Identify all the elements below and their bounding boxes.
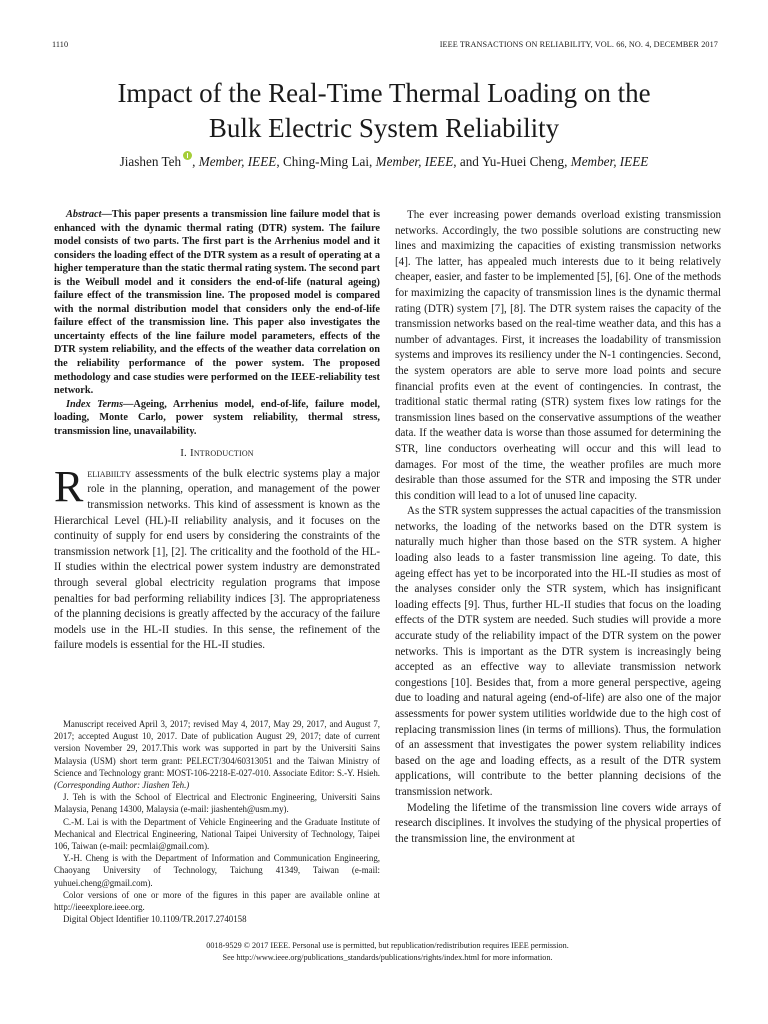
journal-name: IEEE TRANSACTIONS ON RELIABILITY, VOL. 66, NO. 4, DECEMBER 2017 bbox=[439, 40, 718, 49]
footnotes bbox=[54, 718, 380, 925]
footnote-doi: Digital Object Identifier 10.1109/TR.2017.2740158 bbox=[63, 914, 247, 925]
left-column bbox=[54, 208, 380, 654]
section-title: Introduction bbox=[189, 447, 254, 460]
index-terms-label: Index Terms bbox=[66, 398, 124, 410]
paper-title bbox=[40, 76, 728, 146]
author-teh: Jiashen Teh bbox=[119, 154, 182, 169]
body-paragraph: Modeling the lifetime of the transmission line covers wide arrays of research disciplines. It involves the studying of the physical properties of the transmission line, the environment at bbox=[395, 801, 721, 845]
body-paragraph: The ever increasing power demands overload existing transmission networks. Accordingly, the two possible solutions are constructing new lines and maximizing the capacities of existing transmission networks [4]. The latter, has appealed much interests due to it being relatively cheaper, easier, and faster to be implemented [5], [6]. One of the methods for maximizing the capacity of transmission lines is the dynamic thermal rating (DTR) system [7], [8]. The DTR system raises the capacity of the transmission networks based on the real-time weather data, and this has a number of advantages. First, it increases the loadability of transmission systems and improves its resiliency under the N-1 contingencies. Second, the system operators are able to serve more load points and secure financial profits even at the event of contingencies. In contrast, the traditional static thermal rating (STR) system fixes low ratings for the transmission lines based on the conservative assumptions of the weather data. If the weather data is worse than those assumed for determining the STR, line conductors overheating will occur and this will lead to damages. For most of the time, the weather profiles are much more desirable than those assumed for the STR and imposing the STR under this condition will lead to a lot of unused line capacity. bbox=[395, 209, 721, 502]
abstract-text: —This paper presents a transmission line failure model that is enhanced with the dynamic thermal rating (DTR) system. The failure model consists of two parts. The first part is the Arrhenius model and it considers the loading effect of the DTR system as a result of operating at a higher temperature than the static thermal rating system. The second part is the Weibull model and it considers the end-of-life (natural ageing) failure effect of the transmission line. The proposed model is compared with the normal distribution model that considers only the end-of-life failure effect of the transmission line. This paper also investigates the uncertainty effects of the line failure model parameters, effects of the DTR system reliability, and the effects of the weather data correlation on the reliability performance of the power system. The proposed methodology and case studies were performed on the IEEE-reliability test network. bbox=[54, 209, 380, 397]
abstract-label: Abstract bbox=[66, 209, 102, 220]
author-membership: Member, IEEE bbox=[198, 154, 277, 169]
author-cheng: , and Yu-Huei Cheng, bbox=[453, 154, 571, 169]
footnote-affiliation-teh: J. Teh is with the School of Electrical and Electronic Engineering, Universiti Sains Malaysia, Penang 14300, Malaysia (e-mail: jiashenteh@usm.my). bbox=[54, 792, 380, 815]
footnote-manuscript bbox=[54, 718, 380, 791]
section-heading bbox=[54, 446, 380, 462]
running-header bbox=[52, 40, 718, 52]
title-line-1: Impact of the Real-Time Thermal Loading on the bbox=[117, 78, 651, 108]
body-paragraph: As the STR system suppresses the actual capacities of the transmission networks, the loading of the networks based on the DTR system is naturally much higher than those based on the STR system. A higher loading also leads to a faster transmission line ageing. To date, this ageing effect has yet to be incorporated into the HL-II studies as most of the analyses consider only the STR system, which has insignificant loading effects [9]. Thus, further HL-II studies that focus on the loading effects of the DTR system are needed. Such studies will provide a more accurate study of the reliability impact of the DTR system on the power networks. This is important as the DTR system is increasingly being accepted as an effective way to alleviate transmission network congestions [10]. Besides that, from a more general perspective, ageing due to loading and natural ageing (end-of-life) are also one of the major assessments for power system utilities worldwide due to the high cost of replacing transmission lines (in terms of millions). Thus, the formulation of an assessment that investigates the power system reliability indices based on the age and loading effects, as a result of the DTR system applications, will contribute to the better planning decisions of the transmission network. bbox=[395, 505, 721, 798]
corresponding-author: (Corresponding Author: Jiashen Teh.) bbox=[54, 780, 190, 791]
author-line bbox=[40, 151, 728, 171]
copyright-footer bbox=[54, 940, 721, 964]
index-terms-text: —Ageing, Arrhenius model, end-of-life, failure model, loading, Monte Carlo, power system reliability, thermal stress, transmission line, unavailability. bbox=[54, 398, 380, 437]
abstract bbox=[54, 208, 380, 438]
right-column bbox=[395, 208, 721, 847]
section-number: I. bbox=[180, 447, 190, 460]
orcid-icon[interactable] bbox=[183, 151, 192, 160]
author-lai: , Ching-Ming Lai, bbox=[276, 154, 376, 169]
author-membership: Member, IEEE bbox=[375, 154, 454, 169]
intro-paragraph bbox=[54, 461, 380, 654]
copyright-line: 0018-9529 © 2017 IEEE. Personal use is permitted, but republication/redistribution requires IEEE permission. bbox=[206, 941, 569, 950]
footnote-affiliation-cheng: Y.-H. Cheng is with the Department of Information and Communication Engineering, Chaoyang University of Technology, Taichung 41349, Taiwan (e-mail: yuhuei.cheng@gmail.com). bbox=[54, 853, 380, 888]
author-separator: , bbox=[192, 154, 199, 169]
intro-text: assessments of the bulk electric systems play a major role in the planning, operation, and management of the power transmission networks. This kind of assessment is known as the Hierarchical Level (HL)-II reliability analysis, and it focuses on the continuity of supply for end users by considering the constraints of the transmission network [1], [2]. The criticality and the foothold of the HL-II studies within the electrical power system industry are demonstrated through several global electricity regulation programs that impose penalties for bad performing reliability indices [3]. The appropriateness of the planning decisions is greatly affected by the accuracy of the failure models use in the HL-II studies. In this sense, the refinement of the failure models is essential for the HL-II studies. bbox=[54, 467, 380, 652]
drop-cap: R bbox=[54, 461, 84, 511]
footnote-color-versions: Color versions of one or more of the figures in this paper are available online at http://ieeexplore.ieee.org. bbox=[54, 889, 380, 913]
intro-lead-word: eliabiilty bbox=[87, 467, 132, 480]
title-line-2: Bulk Electric System Reliability bbox=[208, 113, 560, 143]
footnote-affiliation-lai: C.-M. Lai is with the Department of Vehicle Engineering and the Graduate Institute of Mechanical and Electrical Engineering, National Taipei University of Technology, Taipei 106, Taiwan (e-mail: pecmlai@gmail.com). bbox=[54, 816, 380, 852]
page-number: 1110 bbox=[52, 40, 69, 49]
footnote-manuscript-text: Manuscript received April 3, 2017; revised May 4, 2017, May 29, 2017, and August 7, 2017; accepted August 10, 2017. Date of publication August 29, 2017; date of current version November 29, 2017.This work was supported in part by the Universiti Sains Malaysia (USM) short term grant: PELECT/304/60313051 and the Taiwan Ministry of Science and Technology grant: MOST-106-2218-E-027-010. Associate Editor: S.-Y. Hsieh. bbox=[54, 719, 380, 778]
author-membership: Member, IEEE bbox=[570, 154, 649, 169]
rights-url-line: See http://www.ieee.org/publications_standards/publications/rights/index.html for more information. bbox=[222, 953, 553, 962]
